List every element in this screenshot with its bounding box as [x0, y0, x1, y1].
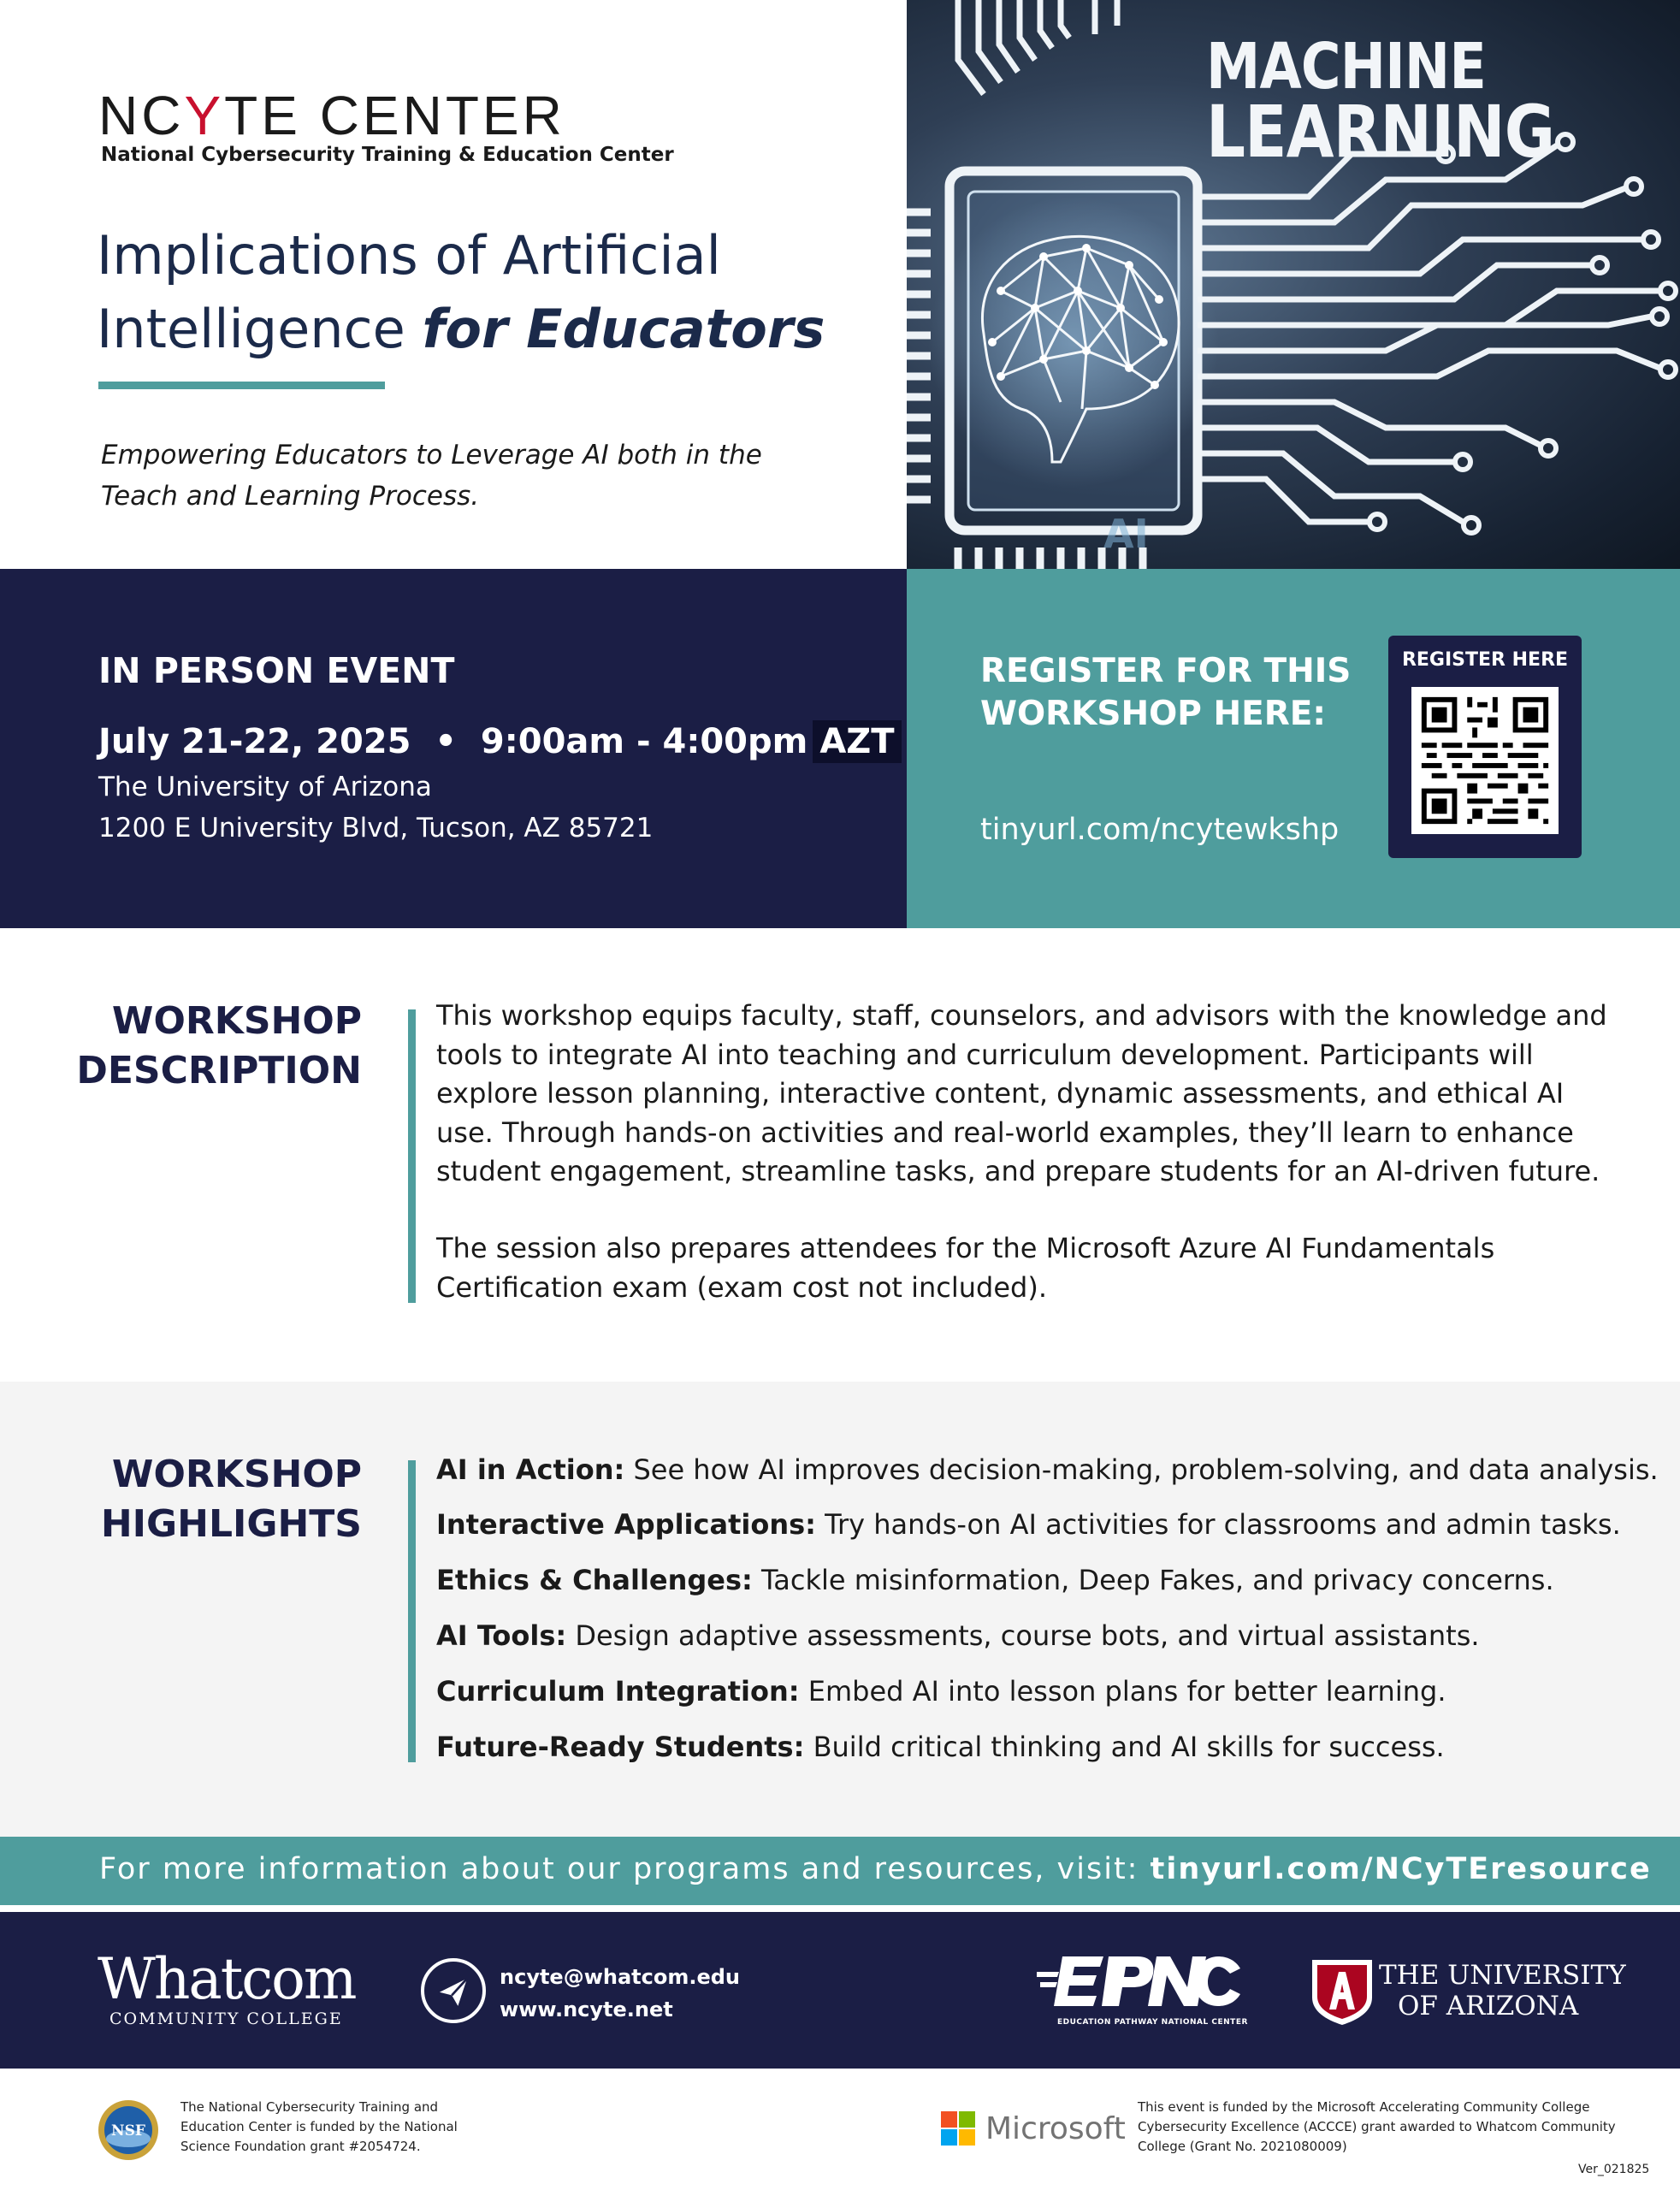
title-underline: [98, 382, 385, 389]
university-of-arizona-logo: THE UNIVERSITY OF ARIZONA: [1379, 1960, 1626, 2021]
more-info-banner: [0, 1837, 1680, 1905]
bullet-separator: •: [435, 722, 457, 761]
hero-section: [0, 0, 1680, 569]
highlight-item: Ethics & Challenges: Tackle misinformation, Deep Fakes, and privacy concerns.: [436, 1564, 1554, 1596]
partner-logos-footer: [0, 1912, 1680, 2069]
hero-text-panel: [0, 0, 907, 569]
page-title-line1: Implications of Artificial: [97, 224, 721, 287]
microsoft-funding-note: This event is funded by the Microsoft Accelerating Community College Cybersecurity Excellence (ACCCE) grant awarded to Whatcom Community College (Grant No. 2021080009): [1138, 2099, 1616, 2154]
register-qr-card[interactable]: [1388, 636, 1582, 858]
epnc-logo: [1037, 1948, 1247, 2021]
epnc-logo-subtitle: EDUCATION PATHWAY NATIONAL CENTER: [1057, 2018, 1248, 2027]
ai-chip-text: AI: [1103, 511, 1149, 557]
workshop-highlights-heading: WORKSHOP HIGHLIGHTS: [100, 1453, 362, 1546]
event-timezone: AZT: [813, 720, 901, 763]
tagline: Empowering Educators to Leverage AI both in the Teach and Learning Process.: [101, 440, 762, 512]
event-details: [0, 569, 907, 928]
machine-learning-title: MACHINE LEARNING: [1206, 30, 1555, 174]
machine-learning-image: [907, 0, 1680, 569]
qr-label: REGISTER HERE: [1401, 649, 1569, 671]
event-date-time: [98, 720, 902, 763]
svg-text:NSF: NSF: [111, 2122, 145, 2140]
registration-panel: [907, 569, 1680, 928]
nsf-seal-icon: [98, 2099, 159, 2161]
highlight-item: Interactive Applications: Try hands-on AI activities for classrooms and admin tasks.: [436, 1508, 1621, 1541]
event-dates: July 21-22, 2025: [98, 722, 411, 761]
nsf-funding-note: The National Cybersecurity Training and Education Center is funded by the National Science Foundation grant #2054724.: [180, 2099, 458, 2154]
event-time: 9:00am - 4:00pm: [480, 722, 808, 761]
event-type: IN PERSON EVENT: [98, 650, 455, 691]
resource-link[interactable]: tinyurl.com/NCyTEresource: [1150, 1852, 1652, 1886]
description-paragraph: This workshop equips faculty, staff, counselors, and advisors with the knowledge and tools to integrate AI into teaching and curriculum development. Participants will explore lesson planning, interactive content, dynamic assessments, and ethical AI use. Through hands-on activities and real-world examples, they’ll learn to enhance student engagement, streamline tasks, and prepare students for an AI-driven future.: [436, 999, 1607, 1187]
funding-acknowledgements: [0, 2069, 1680, 2190]
university-of-arizona-logo-icon: [1307, 1956, 1377, 2027]
workshop-description-heading: WORKSHOP DESCRIPTION: [76, 999, 362, 1092]
section-accent-bar: [408, 1009, 416, 1303]
more-info-text: For more information about our programs and resources, visit: tinyurl.com/NCyTEresource: [99, 1852, 1652, 1886]
page-title: [97, 219, 867, 366]
contact-email-link[interactable]: ncyte@whatcom.edu: [500, 1965, 741, 1989]
version-label: Ver_021825: [1578, 2163, 1650, 2176]
event-address: 1200 E University Blvd, Tucson, AZ 85721: [98, 813, 654, 843]
send-icon: [421, 1958, 486, 2023]
event-venue: The University of Arizona: [98, 772, 432, 802]
ncyte-logo: NCYTE CENTER: [98, 85, 565, 146]
microsoft-logo-icon: [941, 2111, 975, 2146]
highlight-item: Curriculum Integration: Embed AI into lesson plans for better learning.: [436, 1675, 1446, 1708]
ncyte-logo-subtitle: National Cybersecurity Training & Education Center: [101, 144, 674, 166]
register-link[interactable]: tinyurl.com/ncytewkshp: [980, 813, 1340, 847]
register-heading: REGISTER FOR THIS WORKSHOP HERE:: [980, 652, 1352, 733]
page-title-line2: Intelligence for Educators: [97, 298, 825, 360]
description-paragraph: The session also prepares attendees for the Microsoft Azure AI Fundamentals Certification exam (exam cost not included).: [436, 1232, 1495, 1304]
qr-code-icon[interactable]: [1411, 687, 1559, 834]
whatcom-logo-subtitle: COMMUNITY COLLEGE: [109, 2009, 343, 2028]
workshop-description-section: [0, 928, 1680, 1382]
section-accent-bar: [408, 1460, 416, 1762]
workshop-highlights-section: [0, 1382, 1680, 1837]
highlight-item: AI in Action: See how AI improves decision-making, problem-solving, and data analysis.: [436, 1453, 1659, 1486]
website-link[interactable]: www.ncyte.net: [500, 1998, 673, 2021]
highlight-item: Future-Ready Students: Build critical thinking and AI skills for success.: [436, 1731, 1445, 1763]
microsoft-logo: Microsoft: [985, 2111, 1126, 2146]
highlight-item: AI Tools: Design adaptive assessments, course bots, and virtual assistants.: [436, 1619, 1480, 1652]
whatcom-logo: Whatcom: [98, 1946, 356, 2012]
